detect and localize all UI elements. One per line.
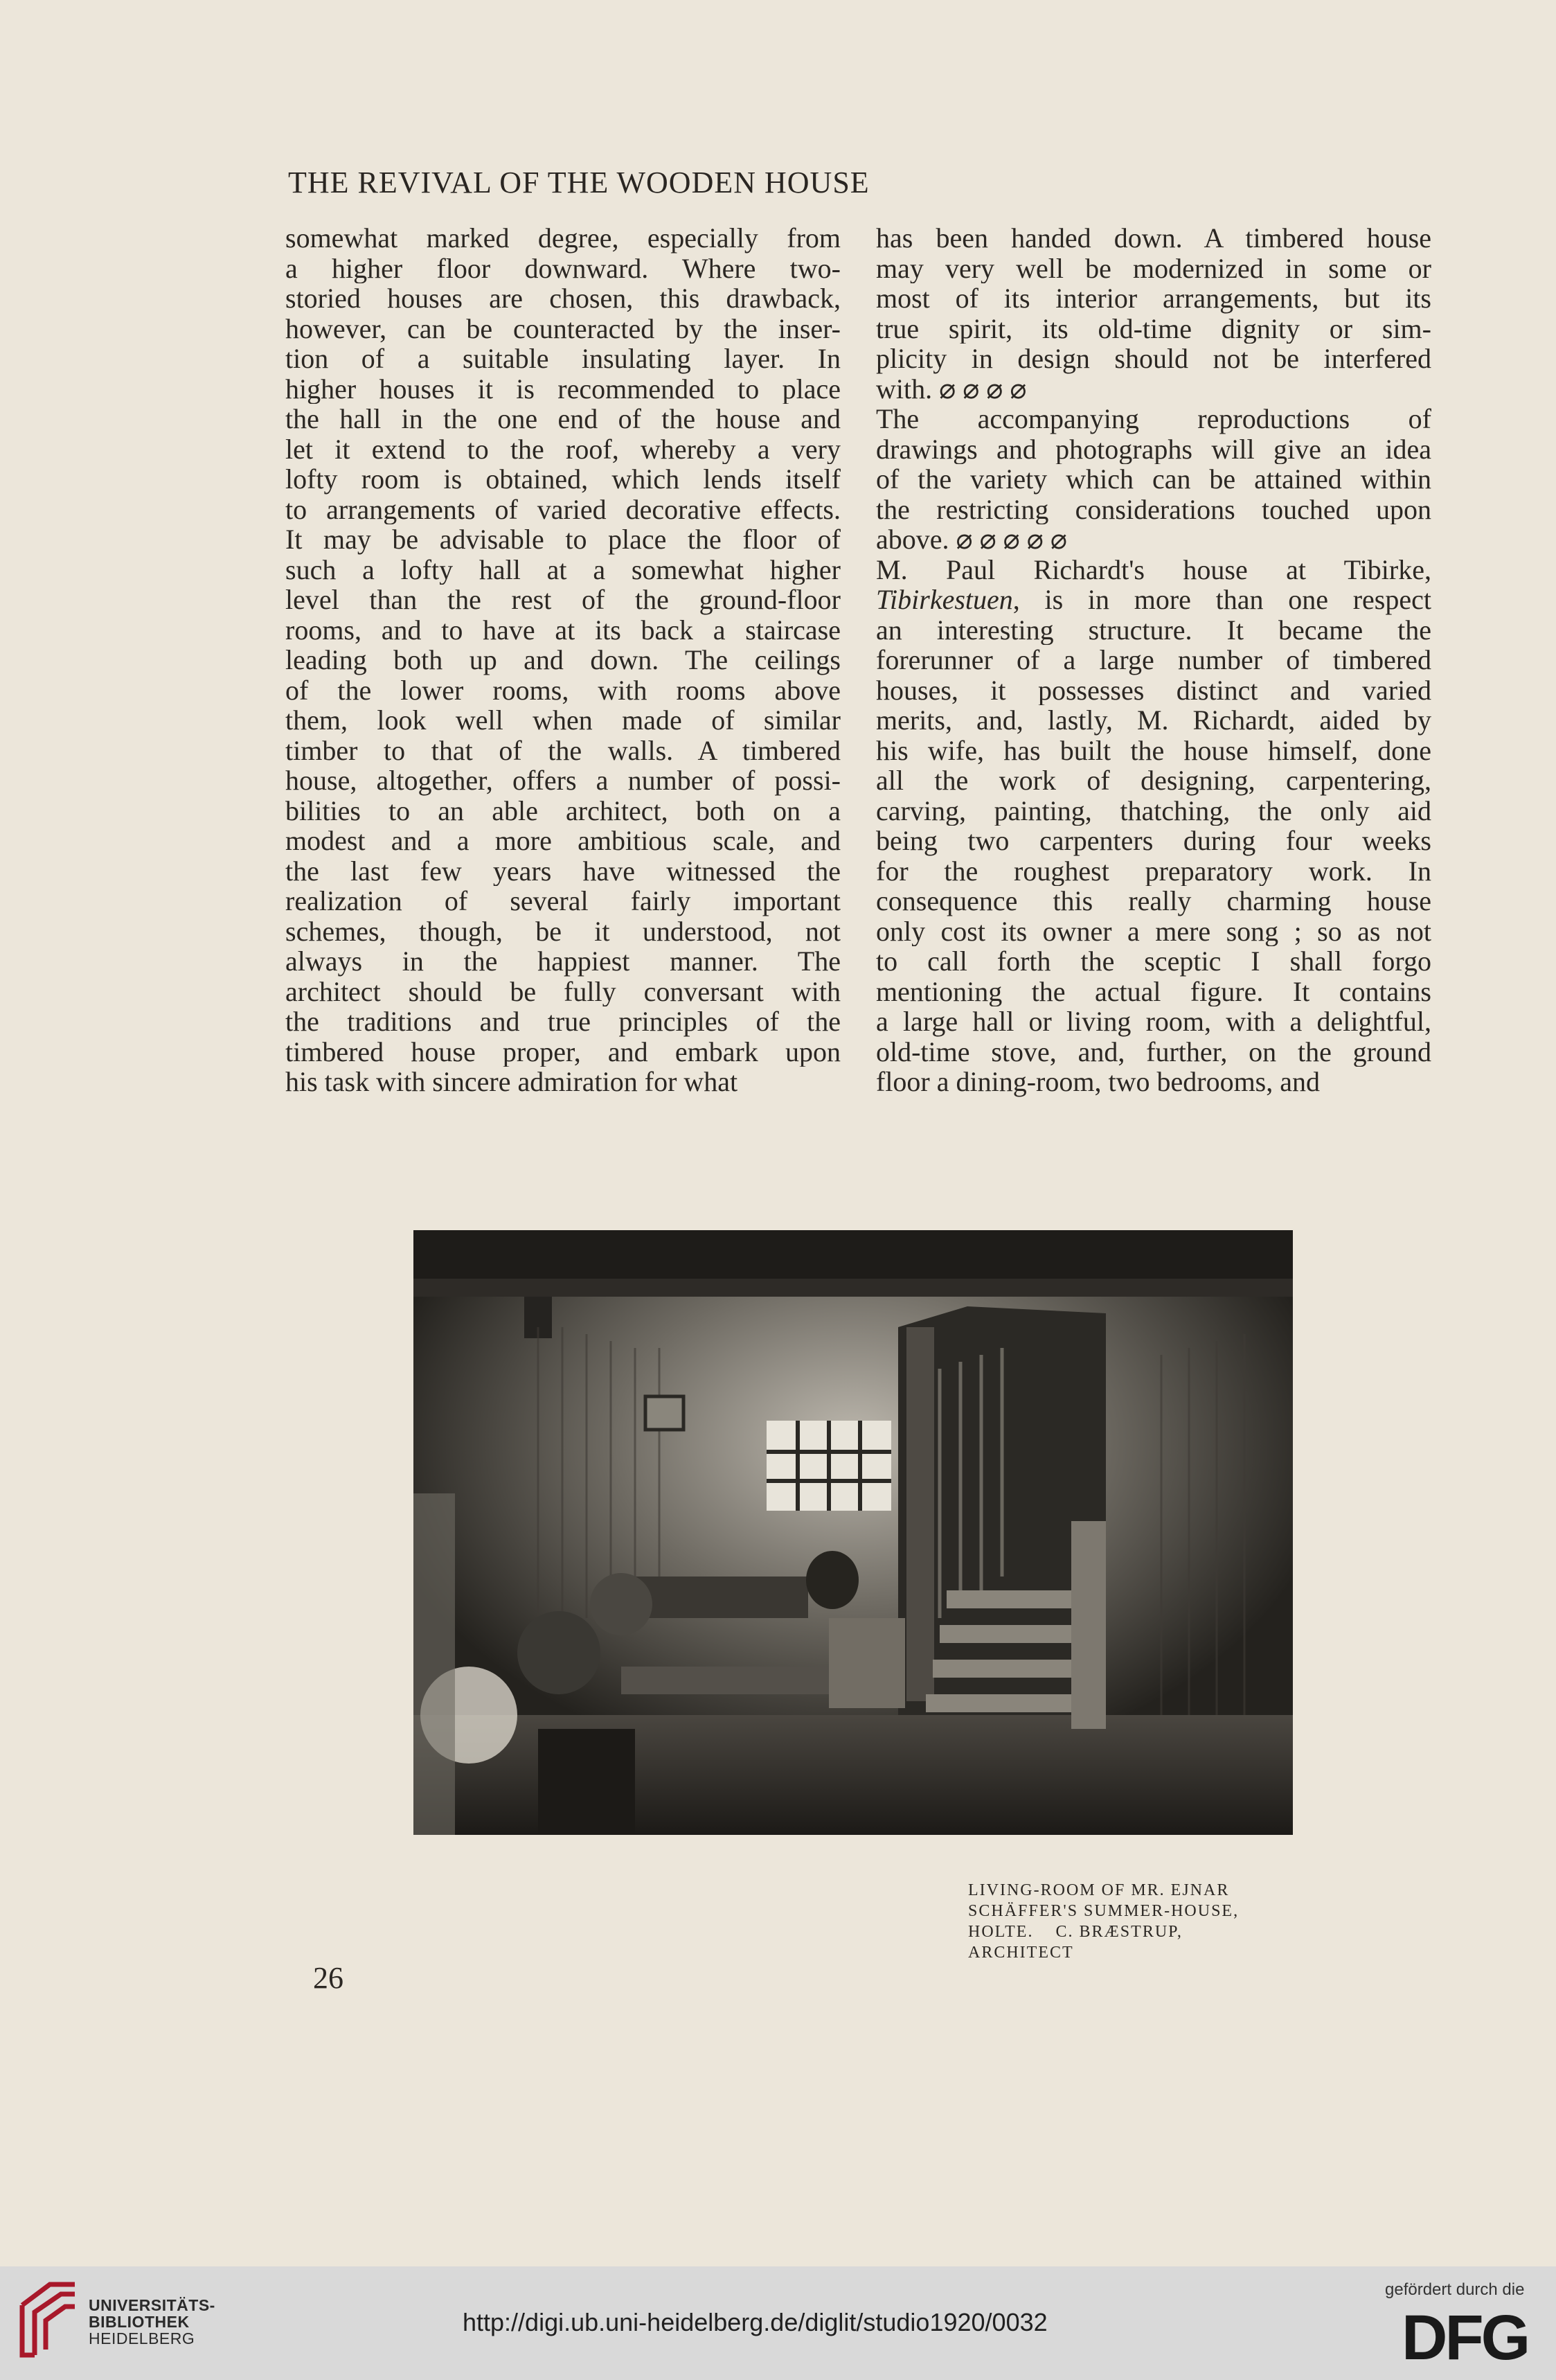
text-line: the restricting considerations touched upon <box>876 494 1431 524</box>
library-name <box>89 2297 215 2347</box>
text-line: them, look well when made of similar <box>285 705 841 736</box>
text-line: plicity in design should not be interfered <box>876 344 1431 374</box>
funded-by-label: gefördert durch die <box>1385 2280 1525 2299</box>
library-name-line: HEIDELBERG <box>89 2329 195 2347</box>
text-line: being two carpenters during four weeks <box>876 826 1431 856</box>
page-number: 26 <box>313 1961 343 1995</box>
text-line: architect should be fully conversant with <box>285 976 841 1006</box>
text-line: lofty room is obtained, which lends itself <box>285 464 841 495</box>
caption-line: SCHÄFFER'S SUMMER-HOUSE, <box>968 1902 1240 1920</box>
text-line: M. Paul Richardt's house at Tibirke, <box>876 554 1431 585</box>
left-text-column <box>285 223 841 1097</box>
running-head: THE REVIVAL OF THE WOODEN HOUSE <box>288 166 870 199</box>
text-line: all the work of designing, carpentering, <box>876 765 1431 796</box>
text-line: leading both up and down. The ceilings <box>285 645 841 675</box>
text-line: higher houses it is recommended to place <box>285 373 841 404</box>
text-line: storied houses are chosen, this drawback, <box>285 283 841 314</box>
text-line: house, altogether, offers a number of possi- <box>285 765 841 796</box>
text-line: level than the rest of the ground-floor <box>285 585 841 615</box>
text-line: drawings and photographs will give an idea <box>876 434 1431 464</box>
caption-line: LIVING-ROOM OF MR. EJNAR <box>968 1881 1230 1899</box>
permalink-url[interactable]: http://digi.ub.uni-heidelberg.de/diglit/studio1920/0032 <box>463 2308 1048 2336</box>
text-line: with. ⌀ ⌀ ⌀ ⌀ <box>876 373 1027 404</box>
text-line: true spirit, its old-time dignity or sim- <box>876 313 1431 344</box>
text-line: only cost its owner a mere song ; so as not <box>876 916 1431 946</box>
text-line: mentioning the actual figure. It contains <box>876 976 1431 1006</box>
caption-line: ARCHITECT <box>968 1944 1074 1962</box>
text-line: realization of several fairly important <box>285 886 841 916</box>
text-line: old-time stove, and, further, on the ground <box>876 1036 1431 1067</box>
text-line: bilities to an able architect, both on a <box>285 795 841 826</box>
text-line: of the variety which can be attained within <box>876 464 1431 495</box>
university-library-logo[interactable] <box>15 2277 79 2359</box>
text-line: his wife, has built the house himself, done <box>876 735 1431 765</box>
right-text-column <box>876 223 1431 1097</box>
text-line: however, can be counteracted by the inser- <box>285 313 841 344</box>
text-line: a higher floor downward. Where two- <box>285 253 841 283</box>
text-line: to arrangements of varied decorative effects. <box>285 494 841 524</box>
living-room-photograph <box>413 1230 1293 1835</box>
text-line: the traditions and true principles of the <box>285 1006 841 1037</box>
text-line: Tibirkestuen, is in more than one respect <box>876 585 1431 615</box>
photo-caption <box>968 1880 1328 1963</box>
text-line: for the roughest preparatory work. In <box>876 855 1431 886</box>
library-name-line: BIBLIOTHEK <box>89 2313 190 2331</box>
text-line: rooms, and to have at its back a staircase <box>285 614 841 645</box>
text-line: merits, and, lastly, M. Richardt, aided by <box>876 705 1431 736</box>
text-line: timber to that of the walls. A timbered <box>285 735 841 765</box>
text-line: let it extend to the roof, whereby a very <box>285 434 841 464</box>
text-line: consequence this really charming house <box>876 886 1431 916</box>
text-line: It may be advisable to place the floor of <box>285 524 841 555</box>
caption-line: HOLTE. C. BRÆSTRUP, <box>968 1923 1183 1941</box>
text-line: of the lower rooms, with rooms above <box>285 675 841 705</box>
text-line: a large hall or living room, with a delightful, <box>876 1006 1431 1037</box>
text-line: such a lofty hall at a somewhat higher <box>285 554 841 585</box>
text-line: timbered house proper, and embark upon <box>285 1036 841 1067</box>
text-line: an interesting structure. It became the <box>876 614 1431 645</box>
text-line: has been handed down. A timbered house <box>876 223 1431 254</box>
text-line: carving, painting, thatching, the only aid <box>876 795 1431 826</box>
text-line: schemes, though, be it understood, not <box>285 916 841 946</box>
text-line: the hall in the one end of the house and <box>285 404 841 434</box>
text-line: forerunner of a large number of timbered <box>876 645 1431 675</box>
text-line: his task with sincere admiration for what <box>285 1067 738 1097</box>
text-line: The accompanying reproductions of <box>876 404 1431 434</box>
dfg-logo-text: DFG <box>1402 2308 1528 2366</box>
text-line: always in the happiest manner. The <box>285 946 841 977</box>
text-line: tion of a suitable insulating layer. In <box>285 344 841 374</box>
footer-bar <box>0 2266 1556 2380</box>
text-line: houses, it possesses distinct and varied <box>876 675 1431 705</box>
text-line: floor a dining-room, two bedrooms, and <box>876 1067 1320 1097</box>
text-line: may very well be modernized in some or <box>876 253 1431 283</box>
text-line: somewhat marked degree, especially from <box>285 223 841 254</box>
text-line: most of its interior arrangements, but its <box>876 283 1431 314</box>
text-line: the last few years have witnessed the <box>285 855 841 886</box>
text-line: to call forth the sceptic I shall forgo <box>876 946 1431 977</box>
text-line: modest and a more ambitious scale, and <box>285 826 841 856</box>
text-line: above. ⌀ ⌀ ⌀ ⌀ ⌀ <box>876 524 1067 555</box>
library-name-line: UNIVERSITÄTS- <box>89 2296 215 2314</box>
dfg-logo[interactable] <box>1402 2308 1540 2366</box>
